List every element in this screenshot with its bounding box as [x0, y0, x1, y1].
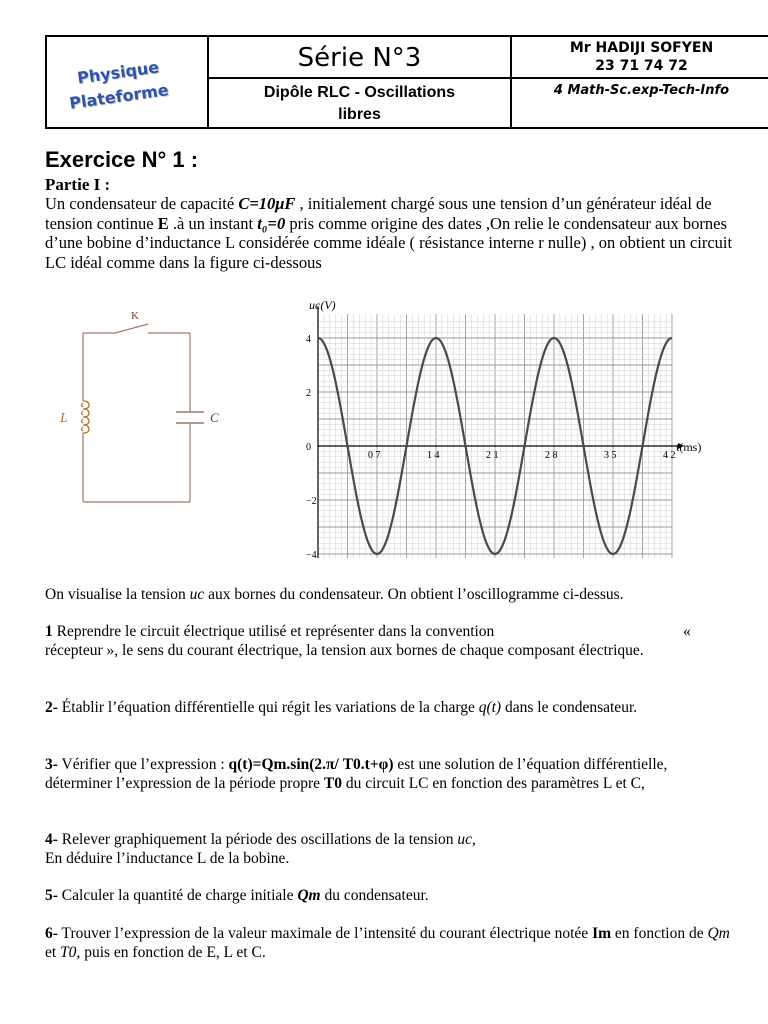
target-classes: 4 Math-Sc.exp-Tech-Info — [553, 83, 730, 98]
voltage-E: E — [157, 213, 169, 233]
intro-paragraph — [45, 194, 735, 272]
visualise-uc: uc — [189, 586, 205, 603]
chart-ylabel: uc(V) — [309, 298, 336, 312]
question-6 — [45, 924, 735, 962]
q1-b: récepteur », le sens du courant électrique, la tension aux bornes de chaque composant électrique. — [45, 642, 644, 659]
author-name: Mr HADIJI SOFYEN — [569, 40, 714, 56]
q5-b: du condensateur. — [320, 887, 429, 904]
visualise-b: aux bornes du condensateur. On obtient l’oscillogramme ci-dessus. — [204, 586, 624, 603]
capacitor-symbol — [176, 412, 204, 423]
t0-value: t₀=0 — [257, 213, 286, 233]
q6-qm: Qm — [707, 925, 730, 942]
x-tick-label: 1 4 — [427, 450, 440, 461]
intro-d: pris comme origine des dates ,On relie le condensateur aux bornes d’une bobine d’inductance L considérée comme idéale ( résistance interne r nulle) , on obtient un circuit LC idéal comme dans la figure ci-dessous — [45, 213, 733, 272]
q4-uc: uc — [457, 831, 472, 848]
lc-circuit-diagram — [55, 305, 235, 510]
q1-a: Reprendre le circuit électrique utilisé et représenter dans la convention — [52, 623, 495, 640]
q2-a: Établir l’équation différentielle qui régit les variations de la charge — [57, 699, 479, 716]
q6-c: et — [45, 944, 61, 961]
visualise-sentence — [45, 585, 735, 604]
series-title: Série N°3 — [209, 37, 512, 79]
intro-b: , initialement chargé sous une tension d’un générateur idéal de tension continue — [45, 194, 712, 233]
y-tick-label: 4 — [306, 334, 311, 345]
q3-number: 3- — [45, 756, 58, 773]
q6-t0: T0 — [60, 944, 77, 961]
q1-quote: « — [683, 623, 691, 640]
q6-a: Trouver l’expression de la valeur maximale de l’intensité du courant électrique notée — [57, 925, 593, 942]
q2-number: 2- — [45, 699, 58, 716]
q4-number: 4- — [45, 831, 58, 848]
subject-line1: Dipôle RLC - Oscillations — [263, 84, 456, 101]
q5-qm: Qm — [297, 887, 321, 904]
q3-expression: q(t)=Qm.sin(2.π/ T0.t+φ) — [228, 756, 394, 773]
q4-a: Relever graphiquement la période des oscillations de la tension — [57, 831, 458, 848]
intro-c: .à un instant — [168, 213, 258, 233]
q5-a: Calculer la quantité de charge initiale — [57, 887, 298, 904]
inductor-label: L — [60, 411, 68, 426]
oscillogram-chart — [300, 296, 725, 578]
logo-line1: Physique — [76, 57, 161, 88]
switch-label: K — [131, 310, 139, 322]
q6-b: en fonction de — [611, 925, 708, 942]
q6-number: 6- — [45, 925, 58, 942]
y-tick-label: 2 — [306, 388, 311, 399]
q3-a: Vérifier que l’expression : — [57, 756, 229, 773]
inductor-symbol — [82, 401, 90, 433]
y-tick-label: −2 — [306, 496, 317, 507]
x-tick-label: 3 5 — [604, 450, 617, 461]
question-3 — [45, 755, 735, 793]
q3-t0: T0 — [323, 775, 342, 792]
x-tick-label: 4 2 — [663, 450, 676, 461]
y-tick-label: −4 — [306, 550, 317, 561]
visualise-a: On visualise la tension — [45, 586, 190, 603]
capacitance-value: C=10μF — [238, 194, 296, 213]
author-block — [512, 37, 768, 79]
question-2 — [45, 698, 735, 717]
chart-xlabel: t(ms) — [676, 440, 702, 454]
y-tick-label: 0 — [306, 442, 311, 453]
subject — [209, 79, 512, 127]
x-tick-label: 2 1 — [486, 450, 499, 461]
q2-qt: q(t) — [478, 699, 502, 716]
q5-number: 5- — [45, 887, 58, 904]
q2-b: dans le condensateur. — [501, 699, 638, 716]
part-title: Partie I : — [45, 175, 111, 194]
x-tick-label: 2 8 — [545, 450, 558, 461]
capacitor-label: C — [210, 410, 219, 425]
q3-b: est une solution de l’équation différentielle, déterminer l’expression de la période propre — [45, 756, 668, 792]
q4-b: , — [472, 831, 476, 848]
header-table — [45, 35, 768, 129]
logo-line2: Plateforme — [68, 80, 170, 113]
intro-a: Un condensateur de capacité — [45, 194, 239, 213]
x-tick-label: 0 7 — [368, 450, 381, 461]
chart-grid — [318, 314, 672, 558]
question-5 — [45, 886, 735, 905]
author-phone: 23 71 74 72 — [595, 58, 688, 74]
q6-im: Im — [592, 925, 612, 942]
question-1 — [45, 622, 735, 660]
question-4 — [45, 830, 735, 868]
subject-line2: libres — [338, 106, 381, 123]
q6-d: , puis en fonction de E, L et C. — [76, 944, 266, 961]
q3-c: du circuit LC en fonction des paramètres L et C, — [341, 775, 645, 792]
logo — [47, 37, 209, 127]
q1-number: 1 — [45, 623, 53, 640]
q4-line2: En déduire l’inductance L de la bobine. — [45, 850, 290, 867]
exercise-title: Exercice N° 1 : — [45, 147, 199, 172]
